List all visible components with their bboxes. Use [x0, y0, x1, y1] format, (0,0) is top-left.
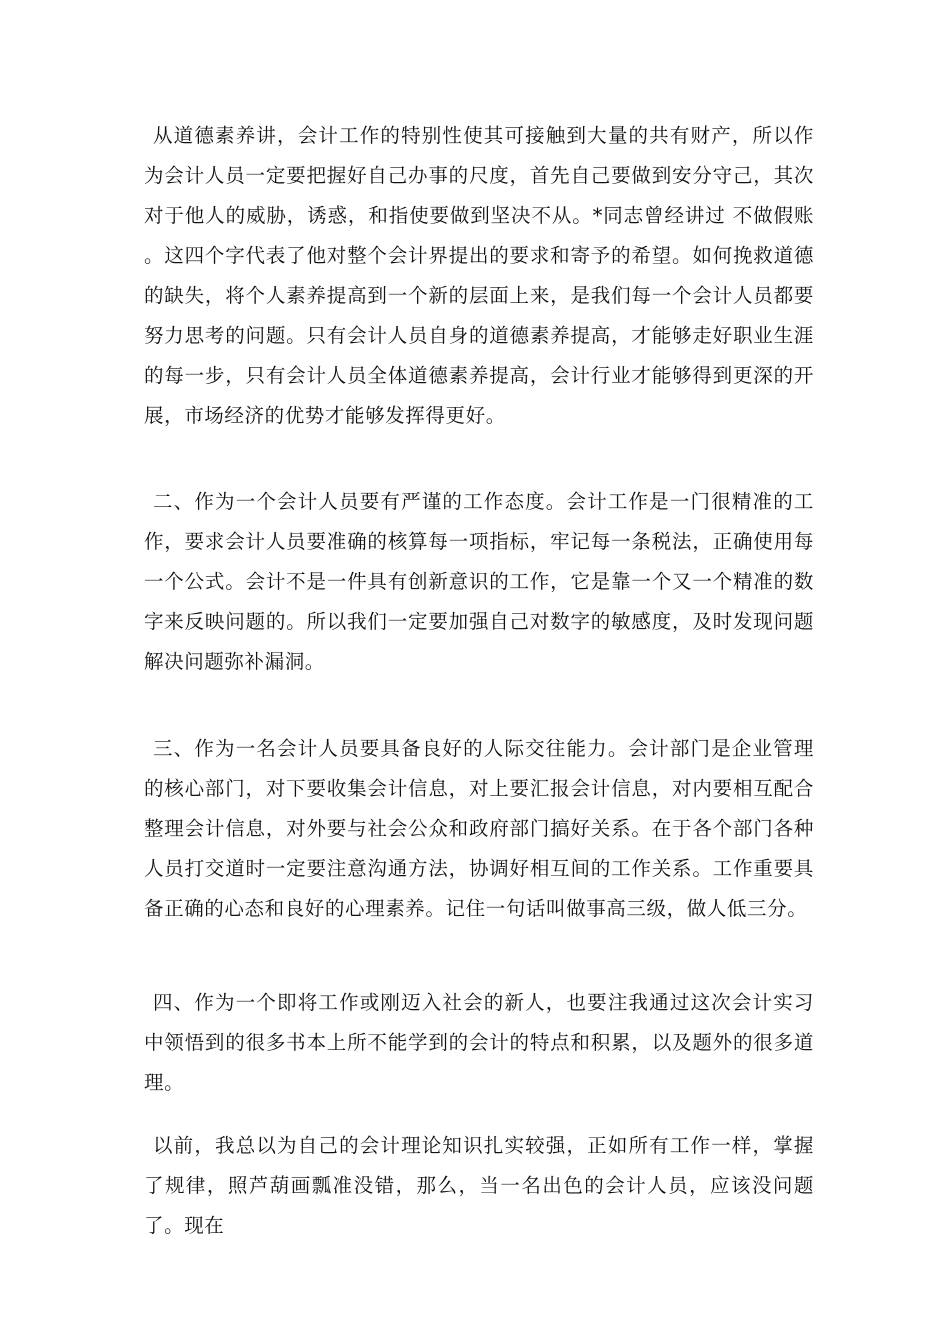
paragraph-point-two: 二、作为一个会计人员要有严谨的工作态度。会计工作是一门很精准的工作，要求会计人员要准确的核算每一项指标，牢记每一条税法，正确使用每一个公式。会计不是一件具有创新意识的工作，它是靠一个又一个精准的数字来反映问题的。所以我们一定要加强自己对数字的敏感度，及时发现问题解决问题弥补漏洞。 [144, 490, 814, 673]
paragraph-reflection: 以前，我总以为自己的会计理论知识扎实较强，正如所有工作一样，掌握了规律，照芦葫画瓢准没错，那么，当一名出色的会计人员，应该没问题了。现在 [144, 1134, 814, 1237]
paragraph-moral-cultivation: 从道德素养讲，会计工作的特别性使其可接触到大量的共有财产，所以作为会计人员一定要把握好自己办事的尺度，首先自己要做到安分守己，其次对于他人的威胁，诱惑，和指使要做到坚决不从。*同志曾经讲过 不做假账 。这四个字代表了他对整个会计界提出的要求和寄予的希望。如何挽救道德的缺失，将个人素养提高到一个新的层面上来，是我们每一个会计人员都要努力思考的问题。只有会计人员自身的道德素养提高，才能够走好职业生涯的每一步，只有会计人员全体道德素养提高，会计行业才能够得到更深的开展，市场经济的优势才能够发挥得更好。 [144, 124, 814, 427]
paragraph-point-three: 三、作为一名会计人员要具备良好的人际交往能力。会计部门是企业管理的核心部门，对下要收集会计信息，对上要汇报会计信息，对内要相互配合整理会计信息，对外要与社会公众和政府部门搞好关系。在于各个部门各种人员打交道时一定要注意沟通方法，协调好相互间的工作关系。工作重要具备正确的心态和良好的心理素养。记住一句话叫做事高三级，做人低三分。 [144, 737, 814, 920]
paragraph-point-four: 四、作为一个即将工作或刚迈入社会的新人，也要注我通过这次会计实习中领悟到的很多书本上所不能学到的会计的特点和积累，以及题外的很多道理。 [144, 991, 814, 1094]
